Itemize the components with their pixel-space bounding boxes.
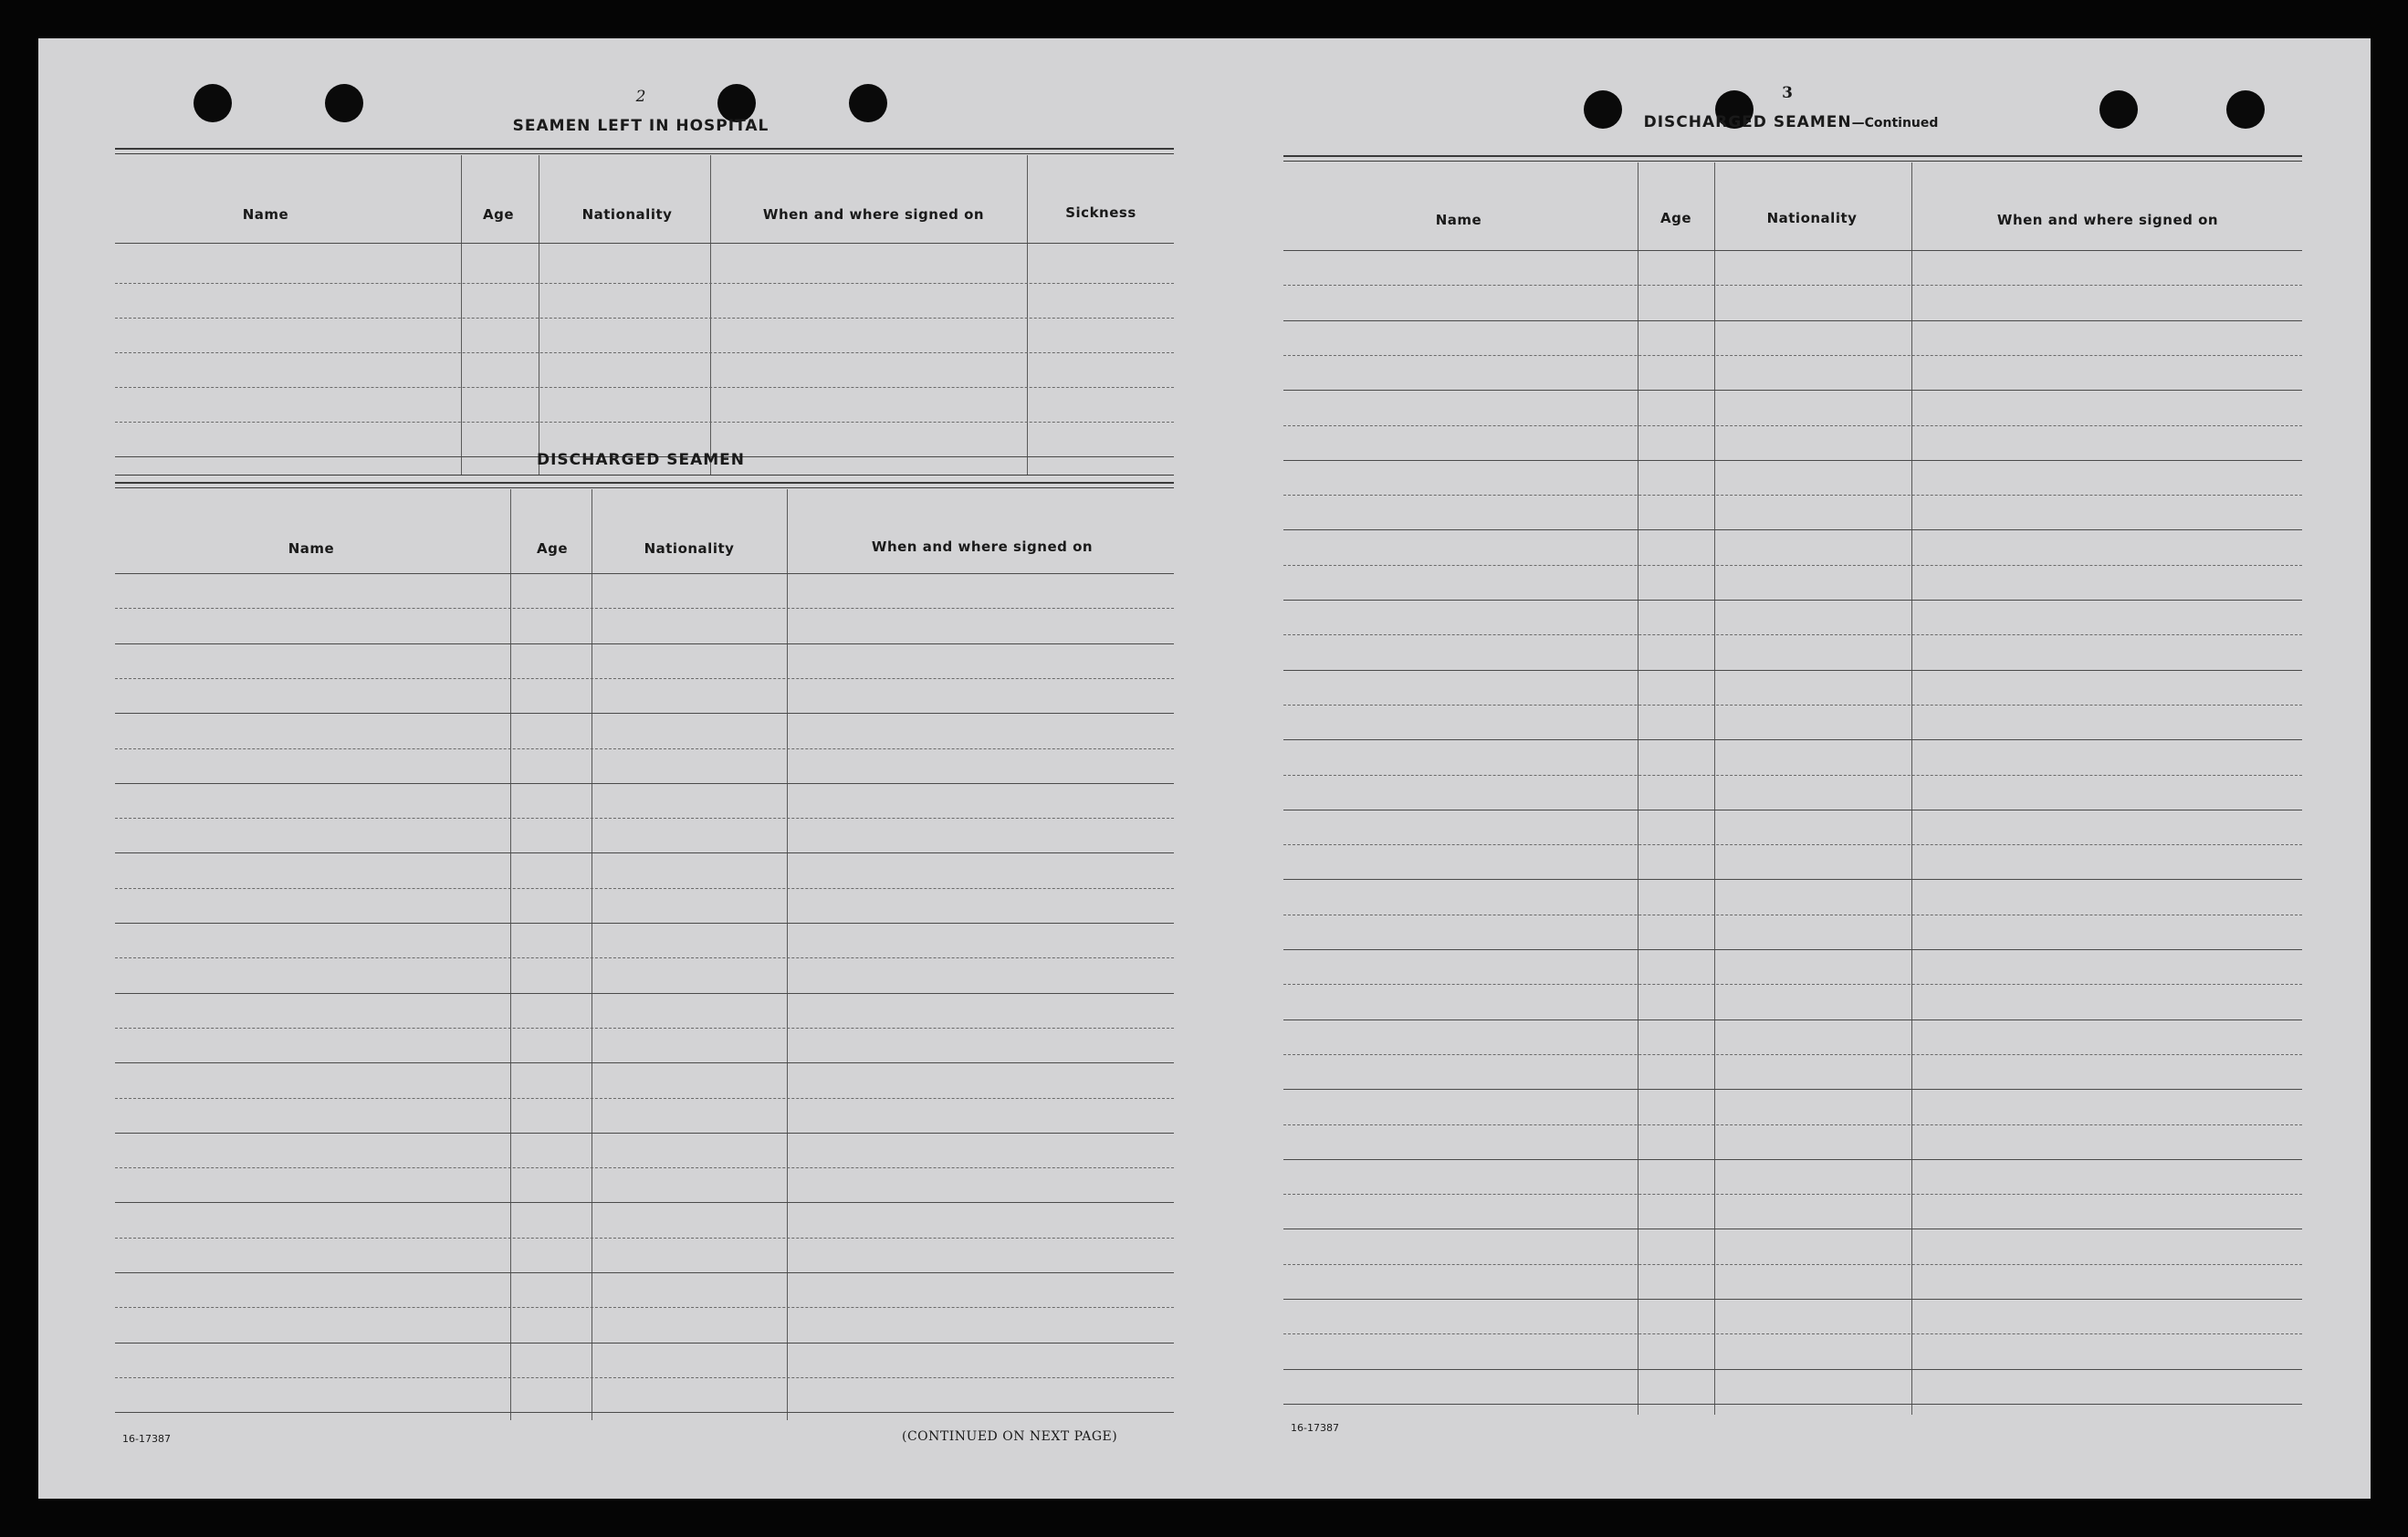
row-line: [1283, 739, 2302, 740]
column-header-name: Name: [1435, 212, 1482, 228]
page-number: 2: [635, 88, 646, 106]
column-header-signed-on: When and where signed on: [762, 206, 985, 223]
row-line: [1283, 565, 2302, 566]
row-line: [1283, 844, 2302, 845]
form-sheet: [38, 38, 2371, 1499]
header-rule: [1283, 161, 2302, 162]
form-number: 16-17387: [122, 1433, 171, 1445]
column-header-age: Age: [482, 206, 515, 223]
column-header-sickness: Sickness: [1065, 204, 1136, 221]
row-line: [1283, 1159, 2302, 1160]
column-header-nationality: Nationality: [644, 540, 735, 557]
discharged-continued-table: [1283, 162, 2302, 1415]
row-line: [1283, 1089, 2302, 1090]
row-line: [1283, 460, 2302, 461]
page-number: 3: [1782, 84, 1793, 102]
row-line: [1283, 1299, 2302, 1300]
row-line: [1283, 1369, 2302, 1370]
row-line: [1283, 390, 2302, 391]
column-header-age: Age: [1659, 210, 1692, 226]
row-line: [1283, 320, 2302, 321]
continued-note: (CONTINUED ON NEXT PAGE): [902, 1429, 1118, 1444]
row-line: [1283, 1264, 2302, 1265]
row-line: [1283, 600, 2302, 601]
title-text: DISCHARGED SEAMEN: [1643, 113, 1852, 131]
row-line: [1283, 529, 2302, 530]
hospital-section-title: SEAMEN LEFT IN HOSPITAL: [512, 117, 770, 135]
row-line: [1283, 1054, 2302, 1055]
column-header-nationality: Nationality: [581, 206, 673, 223]
header-rule: [1283, 155, 2302, 157]
column-header-age: Age: [536, 540, 569, 557]
row-line: [1283, 1404, 2302, 1405]
column-divider: [1714, 162, 1715, 1415]
column-header-name: Name: [288, 540, 335, 557]
row-line: [1283, 1194, 2302, 1195]
row-line: [1283, 1019, 2302, 1020]
discharged-section-title: DISCHARGED SEAMEN: [537, 451, 745, 469]
row-line: [1283, 425, 2302, 426]
row-line: [1283, 705, 2302, 706]
row-line: [1283, 250, 2302, 251]
row-line: [1283, 1124, 2302, 1125]
row-line: [1283, 495, 2302, 496]
row-line: [1283, 285, 2302, 286]
row-line: [1283, 949, 2302, 950]
row-line: [1283, 984, 2302, 985]
column-header-nationality: Nationality: [1766, 210, 1858, 226]
column-header-name: Name: [242, 206, 289, 223]
column-header-signed-on: When and where signed on: [1996, 212, 2219, 228]
row-line: [1283, 670, 2302, 671]
form-number: 16-17387: [1291, 1422, 1339, 1434]
row-line: [1283, 1333, 2302, 1334]
row-line: [1283, 775, 2302, 776]
column-divider: [1911, 162, 1912, 1415]
column-header-signed-on: When and where signed on: [871, 538, 1094, 555]
discharged-continued-title: [1572, 113, 2010, 131]
right-page: [38, 38, 2371, 1499]
row-line: [1283, 879, 2302, 880]
row-line: [1283, 355, 2302, 356]
row-line: [1283, 634, 2302, 635]
title-suffix: —Continued: [1851, 116, 1939, 131]
